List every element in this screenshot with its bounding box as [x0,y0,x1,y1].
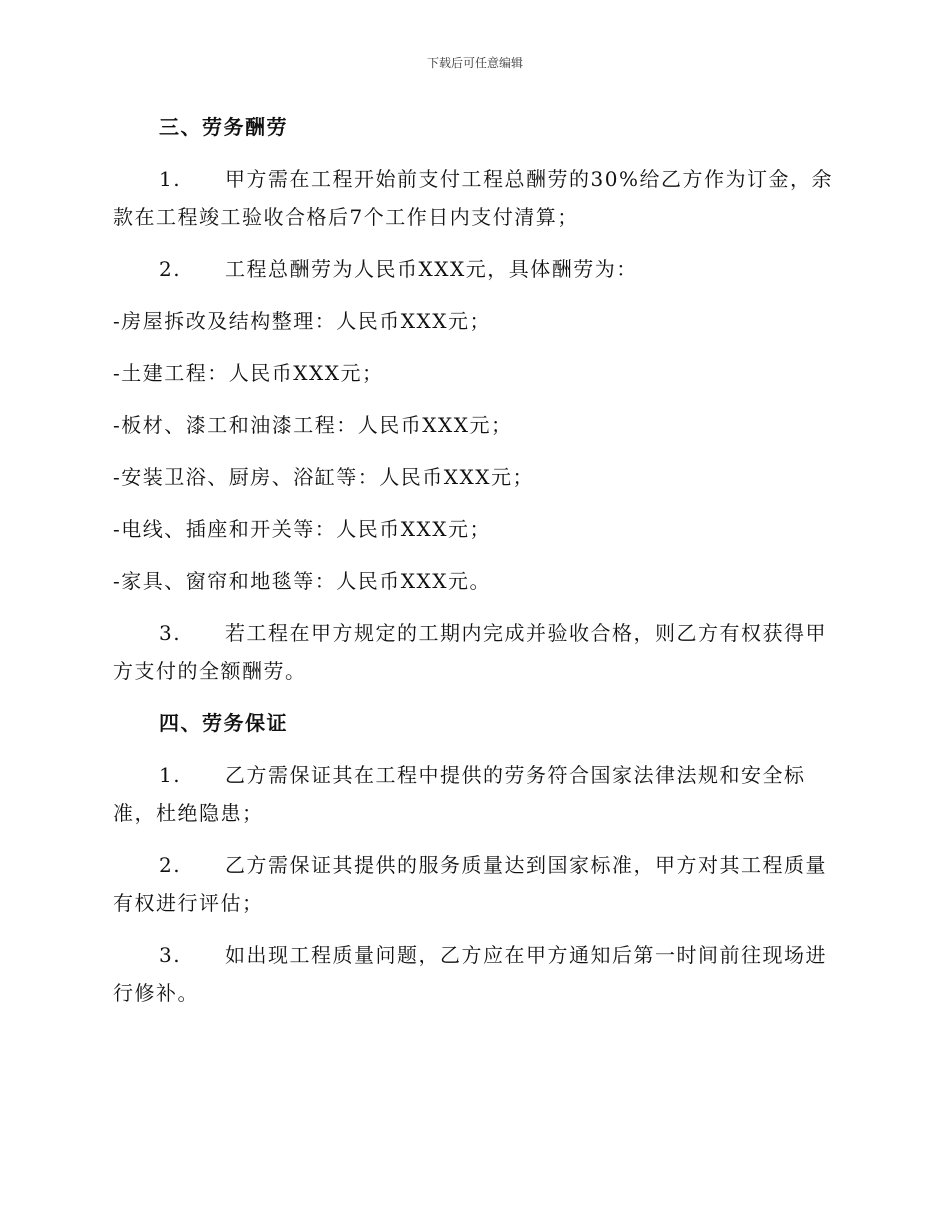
section-4-item-2 [113,846,833,922]
item-text: 乙方需保证其提供的服务质量达到国家标准，甲方对其工程质量有权进行评估； [113,853,827,915]
item-number: 1. [159,763,182,787]
fee-bullet-civil: -土建工程：人民币XXX元； [113,361,384,385]
item-number: 3. [159,943,182,967]
section-3-item-2 [113,250,833,288]
fee-bullet-boards-paint: -板材、漆工和油漆工程：人民币XXX元； [113,413,513,437]
item-number: 1. [159,167,182,191]
section-3-item-1 [113,160,833,236]
document-body [113,108,833,1026]
item-number: 2. [159,257,182,281]
item-text: 工程总酬劳为人民币XXX元，具体酬劳为： [225,257,638,281]
item-number: 2. [159,853,182,877]
fee-bullet-demolition: -房屋拆改及结构整理：人民币XXX元； [113,309,491,333]
section-4-item-3 [113,936,833,1012]
section-4-heading: 四、劳务保证 [159,711,288,735]
item-text: 如出现工程质量问题，乙方应在甲方通知后第一时间前往现场进行修补。 [113,943,827,1005]
fee-bullet-furniture: -家具、窗帘和地毯等：人民币XXX元。 [113,569,491,593]
page-header-note: 下载后可任意编辑 [426,56,523,70]
section-3-item-3 [113,614,833,690]
item-text: 若工程在甲方规定的工期内完成并验收合格，则乙方有权获得甲方支付的全额酬劳。 [113,621,827,683]
section-4-item-1 [113,756,833,832]
fee-bullet-electrical: -电线、插座和开关等：人民币XXX元； [113,517,491,541]
item-text: 乙方需保证其在工程中提供的劳务符合国家法律法规和安全标准，杜绝隐患； [113,763,806,825]
section-3-heading: 三、劳务酬劳 [159,115,288,139]
fee-bullet-bathroom-kitchen: -安装卫浴、厨房、浴缸等：人民币XXX元； [113,465,534,489]
item-text: 甲方需在工程开始前支付工程总酬劳的30%给乙方作为订金，余款在工程竣工验收合格后7个工作日内支付清算； [113,167,833,229]
item-number: 3. [159,621,182,645]
